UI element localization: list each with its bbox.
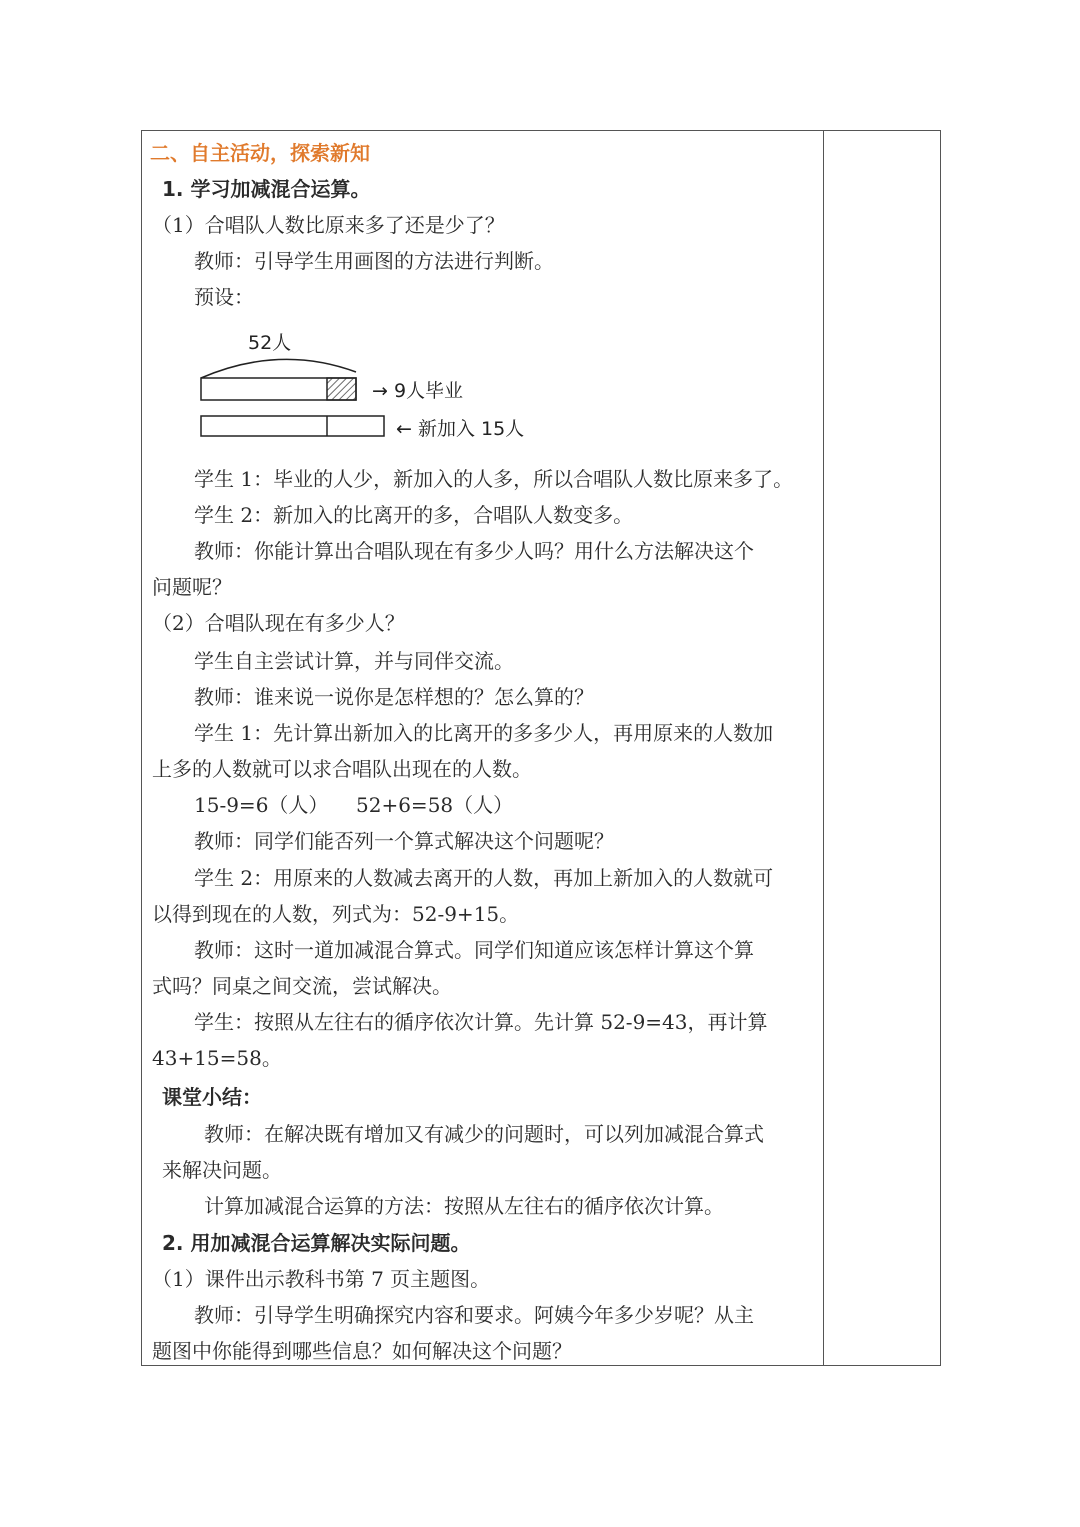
question-1: （1）合唱队人数比原来多了还是少了？ (152, 213, 505, 237)
student-2-method: 学生 2：用原来的人数减去离开的人数，再加上新加入的人数就可 (194, 866, 774, 890)
teacher-question-cont: 问题呢？ (152, 575, 232, 599)
calc-step-1: 15-9=6（人） (194, 793, 329, 817)
teacher-who: 教师：谁来说一说你是怎样想的？怎么算的？ (194, 685, 594, 709)
question-2: （2）合唱队现在有多少人？ (152, 611, 405, 635)
student-1-answer: 学生 1：毕业的人少，新加入的人多，所以合唱队人数比原来多了。 (194, 467, 794, 491)
student-order: 学生：按照从左往右的循序依次计算。先计算 52-9=43，再计算 (194, 1010, 768, 1034)
section-heading: 二、自主活动，探索新知 (150, 141, 370, 165)
teacher-mixed-cont: 式吗？同桌之间交流，尝试解决。 (152, 974, 452, 998)
total-brace (201, 359, 356, 378)
bar-model-diagram (190, 322, 570, 452)
part2-title: 2. 用加减混合运算解决实际问题。 (162, 1231, 471, 1255)
self-try: 学生自主尝试计算，并与同伴交流。 (194, 649, 514, 673)
summary-method: 计算加减混合运算的方法：按照从左往右的循序依次计算。 (204, 1194, 724, 1218)
part1-title: 1. 学习加减混合运算。 (162, 177, 371, 201)
summary-title: 课堂小结： (162, 1085, 262, 1109)
join-label: ← 新加入 15人 (396, 418, 525, 440)
current-bar (201, 416, 384, 436)
summary-teacher: 教师：在解决既有增加又有减少的问题时，可以列加减混合算式 (204, 1122, 764, 1146)
teacher-mixed: 教师：这时一道加减混合算式。同学们知道应该怎样计算这个算 (194, 938, 754, 962)
teacher-question: 教师：你能计算出合唱队现在有多少人吗？用什么方法解决这个 (194, 539, 754, 563)
student-2-answer: 学生 2：新加入的比离开的多，合唱队人数变多。 (194, 503, 634, 527)
student-1-method-cont: 上多的人数就可以求合唱队出现在的人数。 (152, 757, 532, 781)
part2-teacher: 教师：引导学生明确探究内容和要求。阿姨今年多少岁呢？从主 (194, 1303, 754, 1327)
calc-step-2: 52+6=58（人） (356, 793, 514, 817)
teacher-one-expression: 教师：同学们能否列一个算式解决这个问题呢？ (194, 829, 614, 853)
student-order-cont: 43+15=58。 (152, 1046, 282, 1070)
total-label: 52人 (248, 332, 292, 354)
summary-teacher-cont: 来解决问题。 (162, 1158, 282, 1182)
part2-question-1: （1）课件出示教科书第 7 页主题图。 (152, 1267, 491, 1291)
student-2-method-cont: 以得到现在的人数，列式为：52-9+15。 (152, 902, 520, 926)
part2-teacher-cont: 题图中你能得到哪些信息？如何解决这个问题？ (152, 1339, 572, 1363)
graduate-label: → 9人毕业 (372, 380, 464, 402)
preset-label: 预设： (194, 285, 254, 309)
teacher-guide: 教师：引导学生用画图的方法进行判断。 (194, 249, 554, 273)
student-1-method: 学生 1：先计算出新加入的比离开的多多少人，再用原来的人数加 (194, 721, 774, 745)
graduate-segment (327, 378, 356, 400)
table-column-divider (823, 130, 824, 1366)
